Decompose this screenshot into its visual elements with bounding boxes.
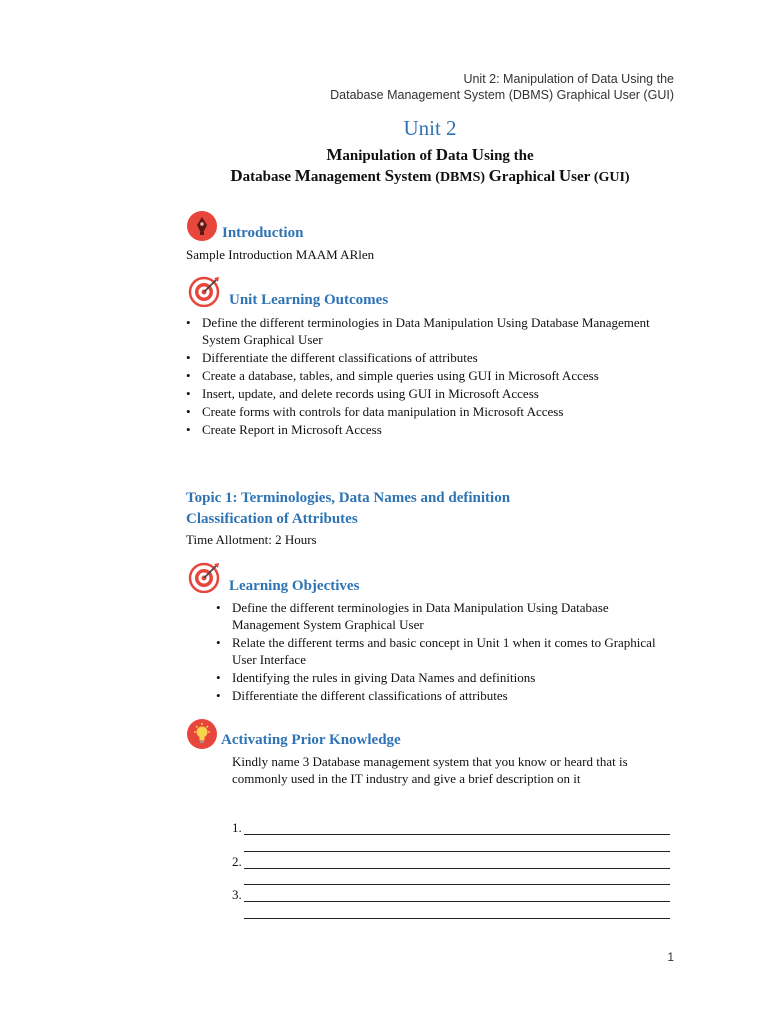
list-item: • Create Report in Microsoft Access <box>185 421 655 438</box>
introduction-heading: Introduction <box>222 225 304 241</box>
answer-label-2: 2. <box>232 854 242 869</box>
list-item: • Define the different terminologies in Data Manipulation Using Database Management System Graphical User <box>185 314 655 348</box>
list-item: • Define the different terminologies in Data Manipulation Using Database Management System Graphical User <box>215 599 675 633</box>
prior-knowledge-text: Kindly name 3 Database management system that you know or heard that is commonly used in the IT industry and give a brief description on it <box>232 754 628 786</box>
answer-line-3b[interactable] <box>244 918 670 919</box>
main-title-line2: Database Management System (DBMS) Graphical User (GUI) <box>230 166 630 185</box>
answer-line-1[interactable] <box>244 834 670 835</box>
topic-heading <box>186 488 510 530</box>
page-number: 1 <box>667 950 674 964</box>
outcomes-list <box>185 314 655 439</box>
list-item: • Create a database, tables, and simple queries using GUI in Microsoft Access <box>185 367 655 384</box>
topic-heading-line2: Classification of Attributes <box>186 511 358 527</box>
running-header-line1: Unit 2: Manipulation of Data Using the <box>463 72 674 86</box>
target-icon <box>188 561 220 593</box>
objectives-list <box>215 599 675 705</box>
answer-label-1: 1. <box>232 820 242 835</box>
unit-title: Unit 2 <box>403 116 457 140</box>
pen-nib-icon <box>186 210 218 242</box>
objectives-heading: Learning Objectives <box>229 578 360 594</box>
topic-heading-line1: Topic 1: Terminologies, Data Names and definition <box>186 490 511 506</box>
target-icon <box>188 275 220 307</box>
running-header <box>330 71 674 103</box>
list-item: • Differentiate the different classifications of attributes <box>215 687 675 704</box>
lightbulb-icon <box>186 718 218 750</box>
list-item: • Insert, update, and delete records using GUI in Microsoft Access <box>185 385 655 402</box>
list-item: • Create forms with controls for data manipulation in Microsoft Access <box>185 403 655 420</box>
running-header-line2: Database Management System (DBMS) Graphical User (GUI) <box>330 88 674 102</box>
list-item: • Identifying the rules in giving Data Names and definitions <box>215 669 675 686</box>
outcomes-heading: Unit Learning Outcomes <box>229 292 389 308</box>
answer-line-1b[interactable] <box>244 851 670 852</box>
prior-knowledge-heading: Activating Prior Knowledge <box>221 732 401 748</box>
list-item: • Relate the different terms and basic concept in Unit 1 when it comes to Graphical User Interface <box>215 634 675 668</box>
answer-line-2b[interactable] <box>244 884 670 885</box>
list-item: • Differentiate the different classifications of attributes <box>185 349 655 366</box>
main-title-line1: Manipulation of Data Using the <box>326 145 534 164</box>
answer-line-3[interactable] <box>244 901 670 902</box>
answer-label-3: 3. <box>232 887 242 902</box>
introduction-text: Sample Introduction MAAM ARlen <box>186 247 375 262</box>
answer-line-2[interactable] <box>244 868 670 869</box>
time-allotment: Time Allotment: 2 Hours <box>186 532 317 547</box>
